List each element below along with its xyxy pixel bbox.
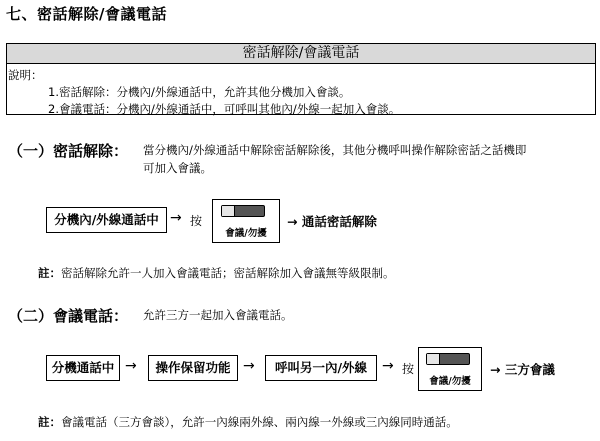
section2-heading: （二）會議電話：: [8, 307, 129, 325]
flow2-arrow-2: →: [243, 358, 255, 374]
page-title: 七、密話解除/會議電話: [6, 5, 167, 23]
conference-dnd-button-illustration: [212, 199, 280, 243]
button-label-2: 會議/勿擾: [429, 376, 471, 387]
section2-note-text: 會議電話（三方會談），允許一內線兩外線、兩內線一外線或三內線同時通話。: [61, 415, 458, 429]
section2-note: [38, 414, 458, 430]
description-box-header: 密話解除/會議電話: [7, 44, 595, 64]
section1-text-line2: 可加入會議。: [143, 161, 212, 175]
flow2-arrow-1: →: [125, 358, 137, 374]
section1-note: [38, 265, 395, 281]
section1-text-line1: 當分機內/外線通話中解除密話解除後，其他分機呼叫操作解除密話之話機即: [143, 143, 527, 157]
button-key-icon: [221, 205, 265, 217]
section1-note-text: 密話解除允許一人加入會議電話；密話解除加入會議無等級限制。: [61, 266, 395, 280]
button-key-icon-2: [426, 353, 470, 365]
flow1-result: → 通話密話解除: [287, 214, 377, 229]
section2-note-label: 註：: [38, 415, 61, 429]
flow2-step3-box: 呼叫另一內/外線: [265, 355, 377, 381]
flow1-press-label: 按: [190, 214, 203, 228]
section1-heading: （一）密話解除：: [8, 142, 129, 160]
description-label: 說明：: [8, 68, 43, 82]
flow2-step2-box: 操作保留功能: [148, 355, 238, 381]
flow2-step1-box: 分機通話中: [46, 355, 120, 381]
section1-note-label: 註：: [38, 266, 61, 280]
flow1-start-box: 分機內/外線通話中: [46, 207, 167, 233]
button-label: 會議/勿擾: [225, 228, 267, 239]
description-item-2: 2.會議電話：分機內/外線通話中，可呼叫其他內/外線一起加入會談。: [48, 102, 401, 116]
description-item-1: 1.密話解除：分機內/外線通話中，允許其他分機加入會談。: [48, 85, 351, 99]
flow2-result: → 三方會議: [490, 362, 555, 377]
flow2-press-label: 按: [402, 362, 415, 376]
flow1-arrow-1: →: [170, 210, 182, 226]
conference-dnd-button-illustration-2: [418, 347, 482, 391]
section2-text: 允許三方一起加入會議電話。: [143, 308, 293, 322]
flow2-arrow-3: →: [382, 358, 394, 374]
